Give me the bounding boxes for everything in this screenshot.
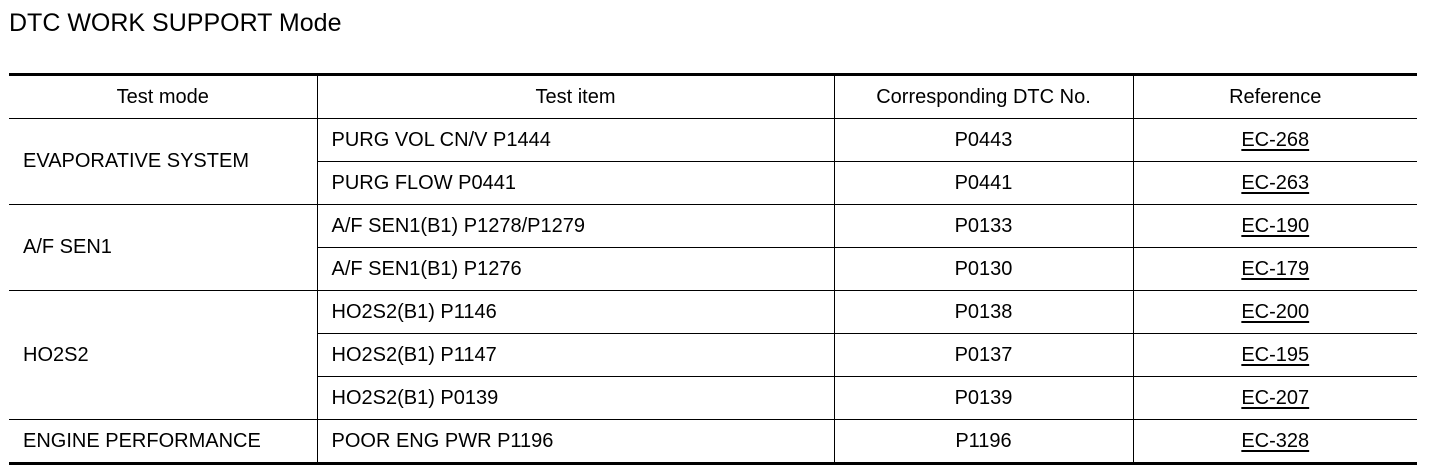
- table-row: [9, 205, 1417, 248]
- dtc-number-cell: P0133: [834, 205, 1133, 248]
- reference-link[interactable]: EC-207: [1241, 386, 1310, 409]
- test-item-cell: HO2S2(B1) P1147: [317, 334, 834, 377]
- reference-cell: [1133, 377, 1417, 420]
- test-item-cell: PURG VOL CN/V P1444: [317, 119, 834, 162]
- dtc-work-support-table: [9, 73, 1417, 465]
- test-item-cell: A/F SEN1(B1) P1278/P1279: [317, 205, 834, 248]
- dtc-number-cell: P0138: [834, 291, 1133, 334]
- reference-cell: [1133, 205, 1417, 248]
- reference-cell: [1133, 420, 1417, 464]
- reference-link[interactable]: EC-195: [1241, 343, 1310, 366]
- test-item-cell: HO2S2(B1) P0139: [317, 377, 834, 420]
- reference-link[interactable]: EC-190: [1241, 214, 1310, 237]
- table-row: [9, 420, 1417, 464]
- test-item-cell: A/F SEN1(B1) P1276: [317, 248, 834, 291]
- dtc-number-cell: P1196: [834, 420, 1133, 464]
- test-mode-cell: HO2S2: [9, 291, 317, 420]
- reference-link[interactable]: EC-268: [1241, 128, 1310, 151]
- test-item-cell: HO2S2(B1) P1146: [317, 291, 834, 334]
- reference-link[interactable]: EC-200: [1241, 300, 1310, 323]
- table-header-row: [9, 75, 1417, 119]
- reference-link[interactable]: EC-328: [1241, 429, 1310, 452]
- header-test-mode: Test mode: [9, 75, 317, 119]
- test-mode-cell: EVAPORATIVE SYSTEM: [9, 119, 317, 205]
- test-mode-cell: ENGINE PERFORMANCE: [9, 420, 317, 464]
- dtc-number-cell: P0137: [834, 334, 1133, 377]
- reference-cell: [1133, 119, 1417, 162]
- reference-cell: [1133, 248, 1417, 291]
- dtc-number-cell: P0130: [834, 248, 1133, 291]
- header-reference: Reference: [1133, 75, 1417, 119]
- header-test-item: Test item: [317, 75, 834, 119]
- header-dtc-number: Corresponding DTC No.: [834, 75, 1133, 119]
- reference-cell: [1133, 162, 1417, 205]
- table-row: [9, 291, 1417, 334]
- table-row: [9, 119, 1417, 162]
- test-item-cell: POOR ENG PWR P1196: [317, 420, 834, 464]
- test-mode-cell: A/F SEN1: [9, 205, 317, 291]
- reference-cell: [1133, 291, 1417, 334]
- dtc-number-cell: P0139: [834, 377, 1133, 420]
- page-title: DTC WORK SUPPORT Mode: [9, 9, 342, 37]
- reference-cell: [1133, 334, 1417, 377]
- dtc-number-cell: P0443: [834, 119, 1133, 162]
- reference-link[interactable]: EC-179: [1241, 257, 1310, 280]
- reference-link[interactable]: EC-263: [1241, 171, 1310, 194]
- dtc-number-cell: P0441: [834, 162, 1133, 205]
- test-item-cell: PURG FLOW P0441: [317, 162, 834, 205]
